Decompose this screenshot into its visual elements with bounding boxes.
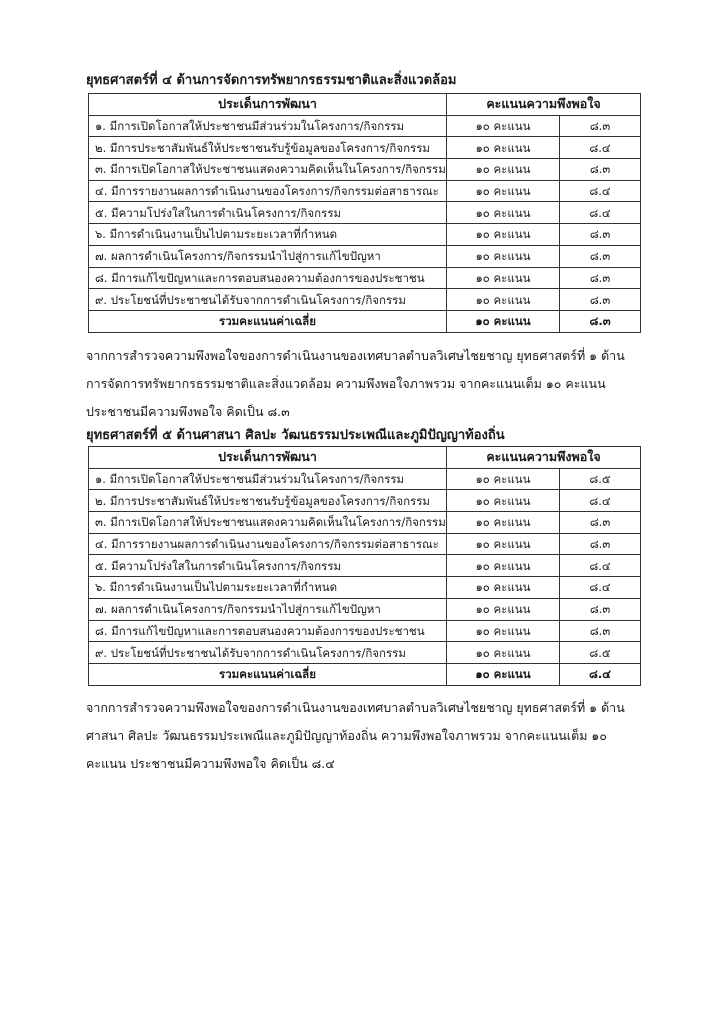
row-item: ๕. มีความโปร่งใสในการดำเนินโครงการ/กิจกรรม (89, 555, 447, 577)
sum-score: ๘.๔ (560, 663, 641, 685)
satisfaction-table (88, 446, 641, 686)
row-full-score: ๑๐ คะแนน (447, 468, 560, 490)
summary-paragraph: จากการสำรวจความพึงพอใจของการดำเนินงานของเทศบาลตำบลวิเศษไชยชาญ ยุทธศาสตร์ที่ ๑ ด้านศาสนา ศิลปะ วัฒนธรรมประเพณีและภูมิปัญญาท้องถิ่น ความพึงพอใจภาพรวม จากคะแนนเต็ม ๑๐ คะแนน ประชาชนมีความพึงพอใจ คิดเป็น ๘.๔ (86, 700, 625, 771)
row-item: ๔. มีการรายงานผลการดำเนินงานของโครงการ/กิจกรรมต่อสาธารณะ (89, 180, 447, 202)
row-score: ๘.๓ (560, 267, 641, 289)
row-score: ๘.๓ (560, 512, 641, 534)
row-full-score: ๑๐ คะแนน (447, 577, 560, 599)
row-item: ๑. มีการเปิดโอกาสให้ประชาชนมีส่วนร่วมในโครงการ/กิจกรรม (89, 468, 447, 490)
row-score: ๘.๓ (560, 533, 641, 555)
row-score: ๘.๕ (560, 642, 641, 664)
row-full-score: ๑๐ คะแนน (447, 202, 560, 224)
row-item: ๙. ประโยชน์ที่ประชาชนได้รับจากการดำเนินโครงการ/กิจกรรม (89, 289, 447, 311)
row-full-score: ๑๐ คะแนน (447, 180, 560, 202)
row-item: ๔. มีการรายงานผลการดำเนินงานของโครงการ/กิจกรรมต่อสาธารณะ (89, 533, 447, 555)
table-row (89, 490, 641, 512)
row-item: ๓. มีการเปิดโอกาสให้ประชาชนแสดงความคิดเห็นในโครงการ/กิจกรรม (89, 512, 447, 534)
table-row (89, 512, 641, 534)
table-row (89, 289, 641, 311)
row-full-score: ๑๐ คะแนน (447, 490, 560, 512)
section-title: ยุทธศาสตร์ที่ ๔ ด้านการจัดการทรัพยากรธรรมชาติและสิ่งแวดล้อม (86, 73, 457, 88)
row-item: ๖. มีการดำเนินงานเป็นไปตามระยะเวลาที่กำหนด (89, 577, 447, 599)
row-score: ๘.๓ (560, 115, 641, 137)
satisfaction-table (88, 93, 641, 333)
row-score: ๘.๓ (560, 620, 641, 642)
sum-full-score: ๑๐ คะแนน (447, 310, 560, 332)
table-row (89, 598, 641, 620)
header-issue: ประเด็นการพัฒนา (89, 447, 447, 469)
table-row (89, 224, 641, 246)
row-item: ๕. มีความโปร่งใสในการดำเนินโครงการ/กิจกรรม (89, 202, 447, 224)
row-full-score: ๑๐ คะแนน (447, 159, 560, 181)
row-score: ๘.๔ (560, 180, 641, 202)
table-row (89, 468, 641, 490)
table-row (89, 555, 641, 577)
header-issue: ประเด็นการพัฒนา (89, 94, 447, 116)
row-score: ๘.๔ (560, 555, 641, 577)
table-row (89, 180, 641, 202)
row-score: ๘.๔ (560, 137, 641, 159)
row-full-score: ๑๐ คะแนน (447, 533, 560, 555)
table-sum-row (89, 310, 641, 332)
table-row (89, 202, 641, 224)
table-header-row (89, 447, 641, 469)
row-item: ๒. มีการประชาสัมพันธ์ให้ประชาชนรับรู้ข้อมูลของโครงการ/กิจกรรม (89, 137, 447, 159)
sum-full-score: ๑๐ คะแนน (447, 663, 560, 685)
row-score: ๘.๔ (560, 202, 641, 224)
table-row (89, 137, 641, 159)
table-sum-row (89, 663, 641, 685)
row-score: ๘.๔ (560, 577, 641, 599)
table-row (89, 159, 641, 181)
sum-score: ๘.๓ (560, 310, 641, 332)
row-full-score: ๑๐ คะแนน (447, 289, 560, 311)
table-row (89, 267, 641, 289)
row-score: ๘.๓ (560, 289, 641, 311)
row-full-score: ๑๐ คะแนน (447, 512, 560, 534)
row-full-score: ๑๐ คะแนน (447, 224, 560, 246)
row-item: ๑. มีการเปิดโอกาสให้ประชาชนมีส่วนร่วมในโครงการ/กิจกรรม (89, 115, 447, 137)
row-item: ๓. มีการเปิดโอกาสให้ประชาชนแสดงความคิดเห็นในโครงการ/กิจกรรม (89, 159, 447, 181)
header-score: คะแนนความพึงพอใจ (447, 447, 641, 469)
sum-label: รวมคะแนนค่าเฉลี่ย (89, 663, 447, 685)
table-row (89, 115, 641, 137)
row-full-score: ๑๐ คะแนน (447, 555, 560, 577)
row-item: ๘. มีการแก้ไขปัญหาและการตอบสนองความต้องการของประชาชน (89, 267, 447, 289)
table-row (89, 620, 641, 642)
summary-paragraph: จากการสำรวจความพึงพอใจของการดำเนินงานของเทศบาลตำบลวิเศษไชยชาญ ยุทธศาสตร์ที่ ๑ ด้านการจัดการทรัพยากรธรรมชาติและสิ่งแวดล้อม ความพึงพอใจภาพรวม จากคะแนนเต็ม ๑๐ คะแนน ประชาชนมีความพึงพอใจ คิดเป็น ๘.๓ (86, 348, 625, 419)
row-item: ๗. ผลการดำเนินโครงการ/กิจกรรมนำไปสู่การแก้ไขปัญหา (89, 245, 447, 267)
table-row (89, 245, 641, 267)
row-full-score: ๑๐ คะแนน (447, 245, 560, 267)
row-score: ๘.๕ (560, 468, 641, 490)
row-score: ๘.๓ (560, 159, 641, 181)
row-full-score: ๑๐ คะแนน (447, 267, 560, 289)
row-item: ๒. มีการประชาสัมพันธ์ให้ประชาชนรับรู้ข้อมูลของโครงการ/กิจกรรม (89, 490, 447, 512)
table-row (89, 533, 641, 555)
row-score: ๘.๓ (560, 245, 641, 267)
row-score: ๘.๔ (560, 490, 641, 512)
row-full-score: ๑๐ คะแนน (447, 598, 560, 620)
table-row (89, 642, 641, 664)
sum-label: รวมคะแนนค่าเฉลี่ย (89, 310, 447, 332)
row-item: ๗. ผลการดำเนินโครงการ/กิจกรรมนำไปสู่การแก้ไขปัญหา (89, 598, 447, 620)
row-item: ๖. มีการดำเนินงานเป็นไปตามระยะเวลาที่กำหนด (89, 224, 447, 246)
row-full-score: ๑๐ คะแนน (447, 642, 560, 664)
table-row (89, 577, 641, 599)
table-header-row (89, 94, 641, 116)
row-item: ๙. ประโยชน์ที่ประชาชนได้รับจากการดำเนินโครงการ/กิจกรรม (89, 642, 447, 664)
section-title: ยุทธศาสตร์ที่ ๕ ด้านศาสนา ศิลปะ วัฒนธรรมประเพณีและภูมิปัญญาท้องถิ่น (86, 428, 505, 443)
row-score: ๘.๓ (560, 224, 641, 246)
row-item: ๘. มีการแก้ไขปัญหาและการตอบสนองความต้องการของประชาชน (89, 620, 447, 642)
row-full-score: ๑๐ คะแนน (447, 620, 560, 642)
row-full-score: ๑๐ คะแนน (447, 115, 560, 137)
row-full-score: ๑๐ คะแนน (447, 137, 560, 159)
header-score: คะแนนความพึงพอใจ (447, 94, 641, 116)
row-score: ๘.๓ (560, 598, 641, 620)
